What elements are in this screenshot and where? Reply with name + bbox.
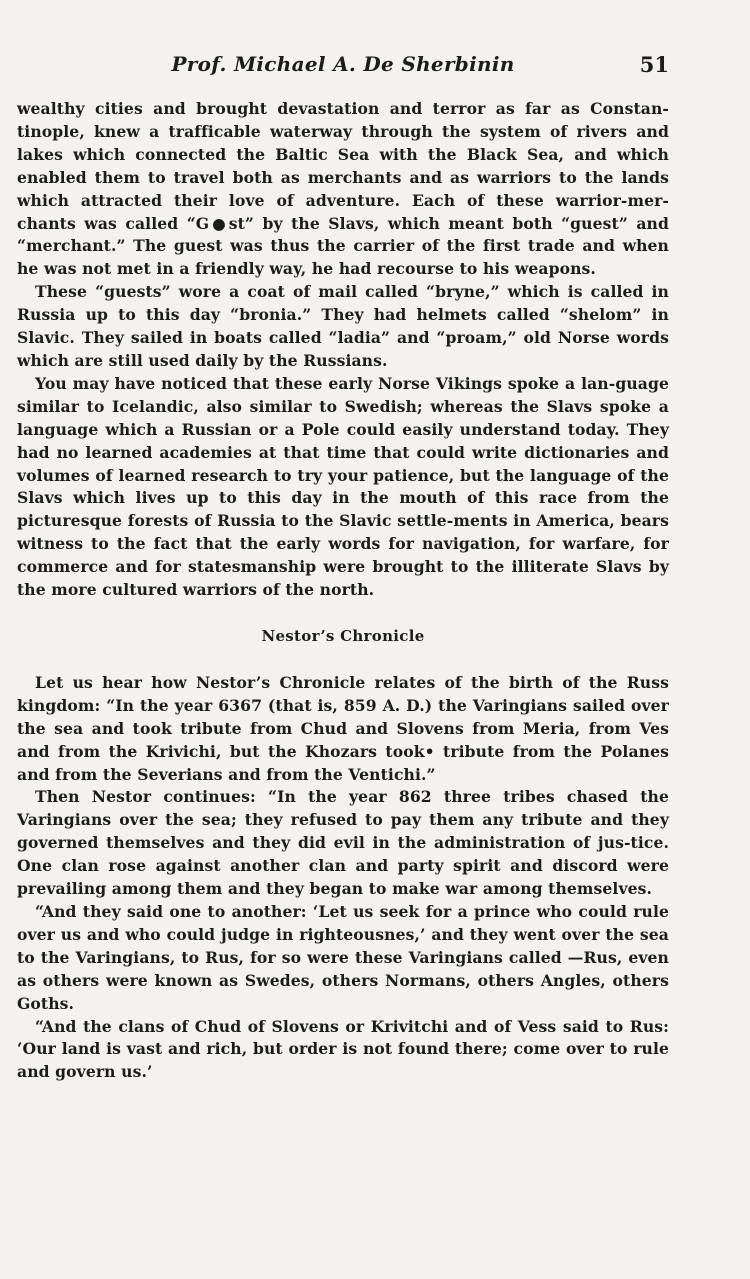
book-page bbox=[17, 52, 669, 1084]
paragraph: Let us hear how Nestor’s Chronicle relates of the birth of the Russ kingdom: “In the year 6367 (that is, 859 A. D.) the Varingians sailed over the sea and took tribute from Chud and Slovens from Meria, from Ves and from the Krivichi, but the Khozars took• tribute from the Polanes and from the Severians and from the Ventichi.” bbox=[17, 672, 669, 784]
paragraph: Then Nestor continues: “In the year 862 three tribes chased the Varingians over the sea; they refused to pay them any tribute and they governed themselves and they did evil in the administration of jus-tice. One clan rose against another clan and party spirit and discord were prevailing among them and they began to make war among themselves. bbox=[17, 787, 669, 899]
page-number: 51 bbox=[639, 52, 669, 77]
paragraph: You may have noticed that these early Norse Vikings spoke a lan-guage similar to Icelandic, also similar to Swedish; whereas the Slavs spoke a language which a Russian or a Pole could easily understand today. They had no learned academies at that time that could write dictionaries and volumes of learned research to try your patience, but the language of the Slavs which lives up to this day in the mouth of this race from the picturesque forests of Russia to the Slavic settle-ments in America, bears witness to the fact that the early words for navigation, for warfare, for commerce and for statesmanship were brought to the illiterate Slavs by the more cultured warriors of the north. bbox=[17, 373, 669, 600]
section-heading: Nestor’s Chronicle bbox=[261, 626, 425, 645]
paragraph: “And they said one to another: ‘Let us seek for a prince who could rule over us and who could judge in righteousnes,’ and they went over the sea to the Varingians, to Rus, for so were these Varingians called —Rus, even as others were known as Swedes, others Normans, others Angles, others Goths. bbox=[17, 902, 669, 1013]
running-head bbox=[17, 52, 669, 88]
paragraph: These “guests” wore a coat of mail called “bryne,” which is called in Russia up to this day “bronia.” They had helmets called “shelom” in Slavic. They sailed in boats called “ladia” and “proam,” old Norse words which are still used daily by the Russians. bbox=[17, 282, 669, 370]
paragraph: “And the clans of Chud of Slovens or Krivitchi and of Vess said to Rus: ‘Our land is vast and rich, but order is not found there; come over to rule and govern us.’ bbox=[17, 1016, 669, 1082]
body-text bbox=[17, 98, 669, 1084]
running-title: Prof. Michael A. De Sherbinin bbox=[171, 52, 515, 76]
paragraph: wealthy cities and brought devastation and terror as far as Constan-tinople, knew a trafficable waterway through the system of rivers and lakes which connected the Baltic Sea with the Black Sea, and which enabled them to travel both as merchants and as warriors to the lands which attracted their love of adventure. Each of these warrior-mer-chants was called “G●st” by the Slavs, which meant both “guest” and “merchant.” The guest was thus the carrier of the first trade and when he was not met in a friendly way, he had recourse to his weapons. bbox=[17, 99, 669, 279]
